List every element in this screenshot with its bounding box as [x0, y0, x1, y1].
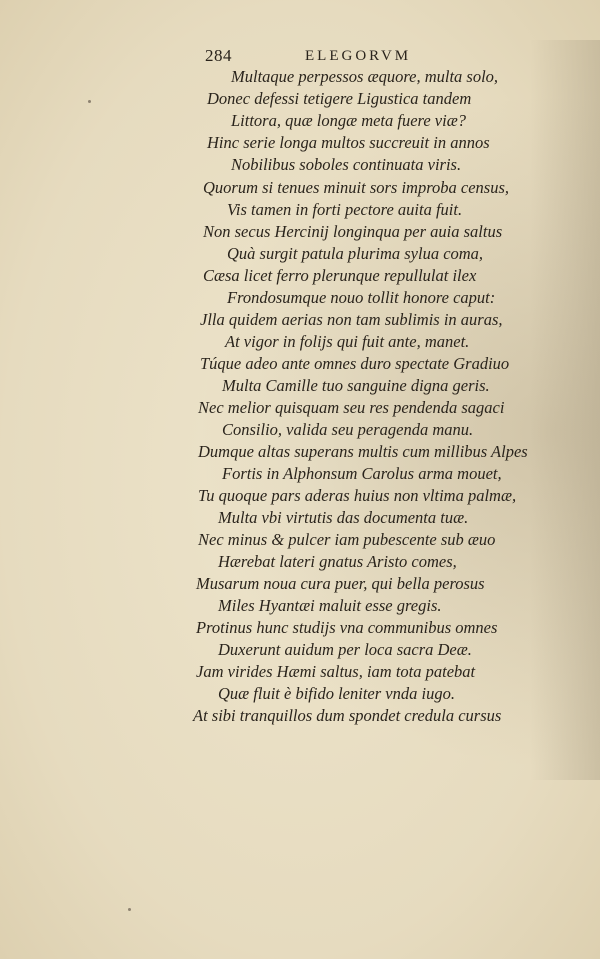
paper-speck — [88, 100, 91, 103]
poem-line: Nobilibus soboles continuata viris. — [231, 155, 462, 174]
poem-line: Quà surgit patula plurima sylua coma, — [227, 244, 484, 263]
poem-line: Quæ fluit è bifido leniter vnda iugo. — [218, 684, 455, 703]
page-number: 284 — [205, 46, 232, 65]
paper-speck — [128, 908, 131, 911]
poem-line: Littora, quæ longæ meta fuere viæ? — [231, 111, 466, 130]
poem-line: Miles Hyantæi maluit esse gregis. — [218, 596, 442, 615]
poem-line: Non secus Hercinij longinqua per auia saltus — [203, 222, 503, 241]
poem-line: Nec minus & pulcer iam pubescente sub æuo — [198, 530, 496, 549]
poem-line: Hinc serie longa multos succreuit in annos — [207, 133, 490, 152]
poem-line: Túque adeo ante omnes duro spectate Gradiuo — [200, 354, 510, 373]
poem-line: At vigor in folijs qui fuit ante, manet. — [225, 332, 470, 351]
poem-line: Fortis in Alphonsum Carolus arma mouet, — [222, 464, 502, 483]
poem-line: Multa Camille tuo sanguine digna geris. — [222, 376, 490, 395]
poem-line: Consilio, valida seu peragenda manu. — [222, 420, 474, 439]
show-through-shadow — [530, 40, 600, 780]
poem-line: Tu quoque pars aderas huius non vltima palmæ, — [198, 486, 517, 505]
poem-line: Multaque perpessos æquore, multa solo, — [231, 67, 499, 86]
poem-line: Frondosumque nouo tollit honore caput: — [227, 288, 496, 307]
running-title: ELEGORVM — [305, 48, 412, 64]
poem-line: Donec defessi tetigere Ligustica tandem — [207, 89, 472, 108]
poem-line: Protinus hunc studijs vna communibus omnes — [196, 618, 498, 637]
poem-line: Dumque altas superans multis cum millibus Alpes — [198, 442, 528, 461]
poem-line: Jam virides Hæmi saltus, iam tota patebat — [196, 662, 476, 681]
poem-line: Multa vbi virtutis das documenta tuæ. — [218, 508, 469, 527]
poem-line: Hærebat lateri gnatus Aristo comes, — [218, 552, 457, 571]
poem-line: Quorum si tenues minuit sors improba census, — [203, 178, 510, 197]
poem-line: Nec melior quisquam seu res pendenda sagaci — [198, 398, 505, 417]
poem-line: Cæsa licet ferro plerunque repullulat ilex — [203, 266, 477, 285]
poem-line: Jlla quidem aerias non tam sublimis in auras, — [200, 310, 503, 329]
poem-line: Duxerunt auidum per loca sacra Deæ. — [218, 640, 472, 659]
poem-line: Vis tamen in forti pectore auita fuit. — [227, 200, 463, 219]
page-header — [205, 46, 505, 68]
poem-line: Musarum noua cura puer, qui bella perosus — [196, 574, 485, 593]
poem-line: At sibi tranquillos dum spondet credula cursus — [193, 706, 502, 725]
